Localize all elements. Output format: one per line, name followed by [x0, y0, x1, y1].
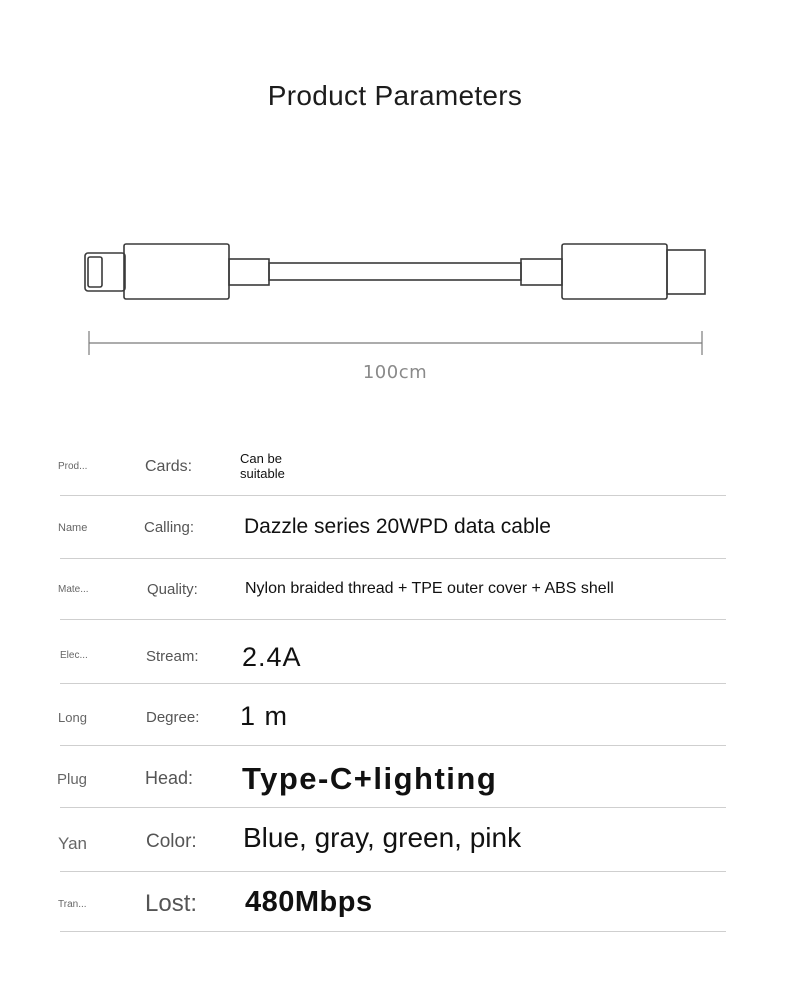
spec-key: Degree:: [146, 709, 200, 726]
spec-value: Dazzle series 20WPD data cable: [244, 515, 551, 538]
spec-row-length: [0, 684, 790, 746]
length-measure-line: [89, 331, 702, 355]
spec-key: Calling:: [144, 519, 195, 536]
lightning-connector-icon: [85, 244, 269, 299]
spec-key-short: Plug: [57, 771, 88, 788]
spec-key-short: Prod...: [58, 461, 88, 472]
spec-key: Stream:: [146, 648, 199, 665]
spec-value: Type-C+lighting: [242, 761, 498, 796]
spec-row-product-cards: [0, 440, 790, 500]
spec-value: Blue, gray, green, pink: [243, 822, 522, 853]
spec-key: Head:: [145, 768, 194, 788]
spec-key-short: Yan: [58, 834, 87, 853]
spec-row-name: [0, 500, 790, 560]
spec-value: Nylon braided thread + TPE outer cover + ABS shell: [245, 580, 614, 597]
spec-key: Cards:: [145, 458, 193, 475]
spec-key: Quality:: [147, 581, 198, 598]
spec-key: Color:: [146, 831, 197, 852]
spec-key-short: Tran...: [58, 899, 87, 910]
row-divider: [60, 931, 726, 932]
spec-value-line: Can be: [240, 451, 282, 466]
spec-key: Lost:: [145, 890, 198, 917]
cable-body-icon: [269, 263, 521, 280]
spec-value: 480Mbps: [245, 886, 373, 918]
spec-key-short: Name: [58, 522, 88, 534]
row-divider: [60, 558, 726, 559]
spec-value: 1 m: [240, 701, 289, 731]
spec-row-color: [0, 808, 790, 872]
spec-value: 2.4A: [242, 642, 302, 672]
page-title: Product Parameters: [267, 80, 523, 111]
spec-value-line: suitable: [240, 466, 285, 481]
spec-key-short: Elec...: [60, 650, 88, 661]
usb-c-connector-icon: [521, 244, 705, 299]
spec-row-transfer: [0, 872, 790, 934]
spec-key-short: Long: [58, 710, 87, 725]
spec-row-material: [0, 560, 790, 622]
spec-value: [240, 451, 285, 481]
spec-row-electric: [0, 620, 790, 684]
length-label: 100cm: [362, 362, 428, 383]
row-divider: [60, 495, 726, 496]
spec-row-plug: [0, 746, 790, 808]
spec-key-short: Mate...: [58, 584, 89, 595]
